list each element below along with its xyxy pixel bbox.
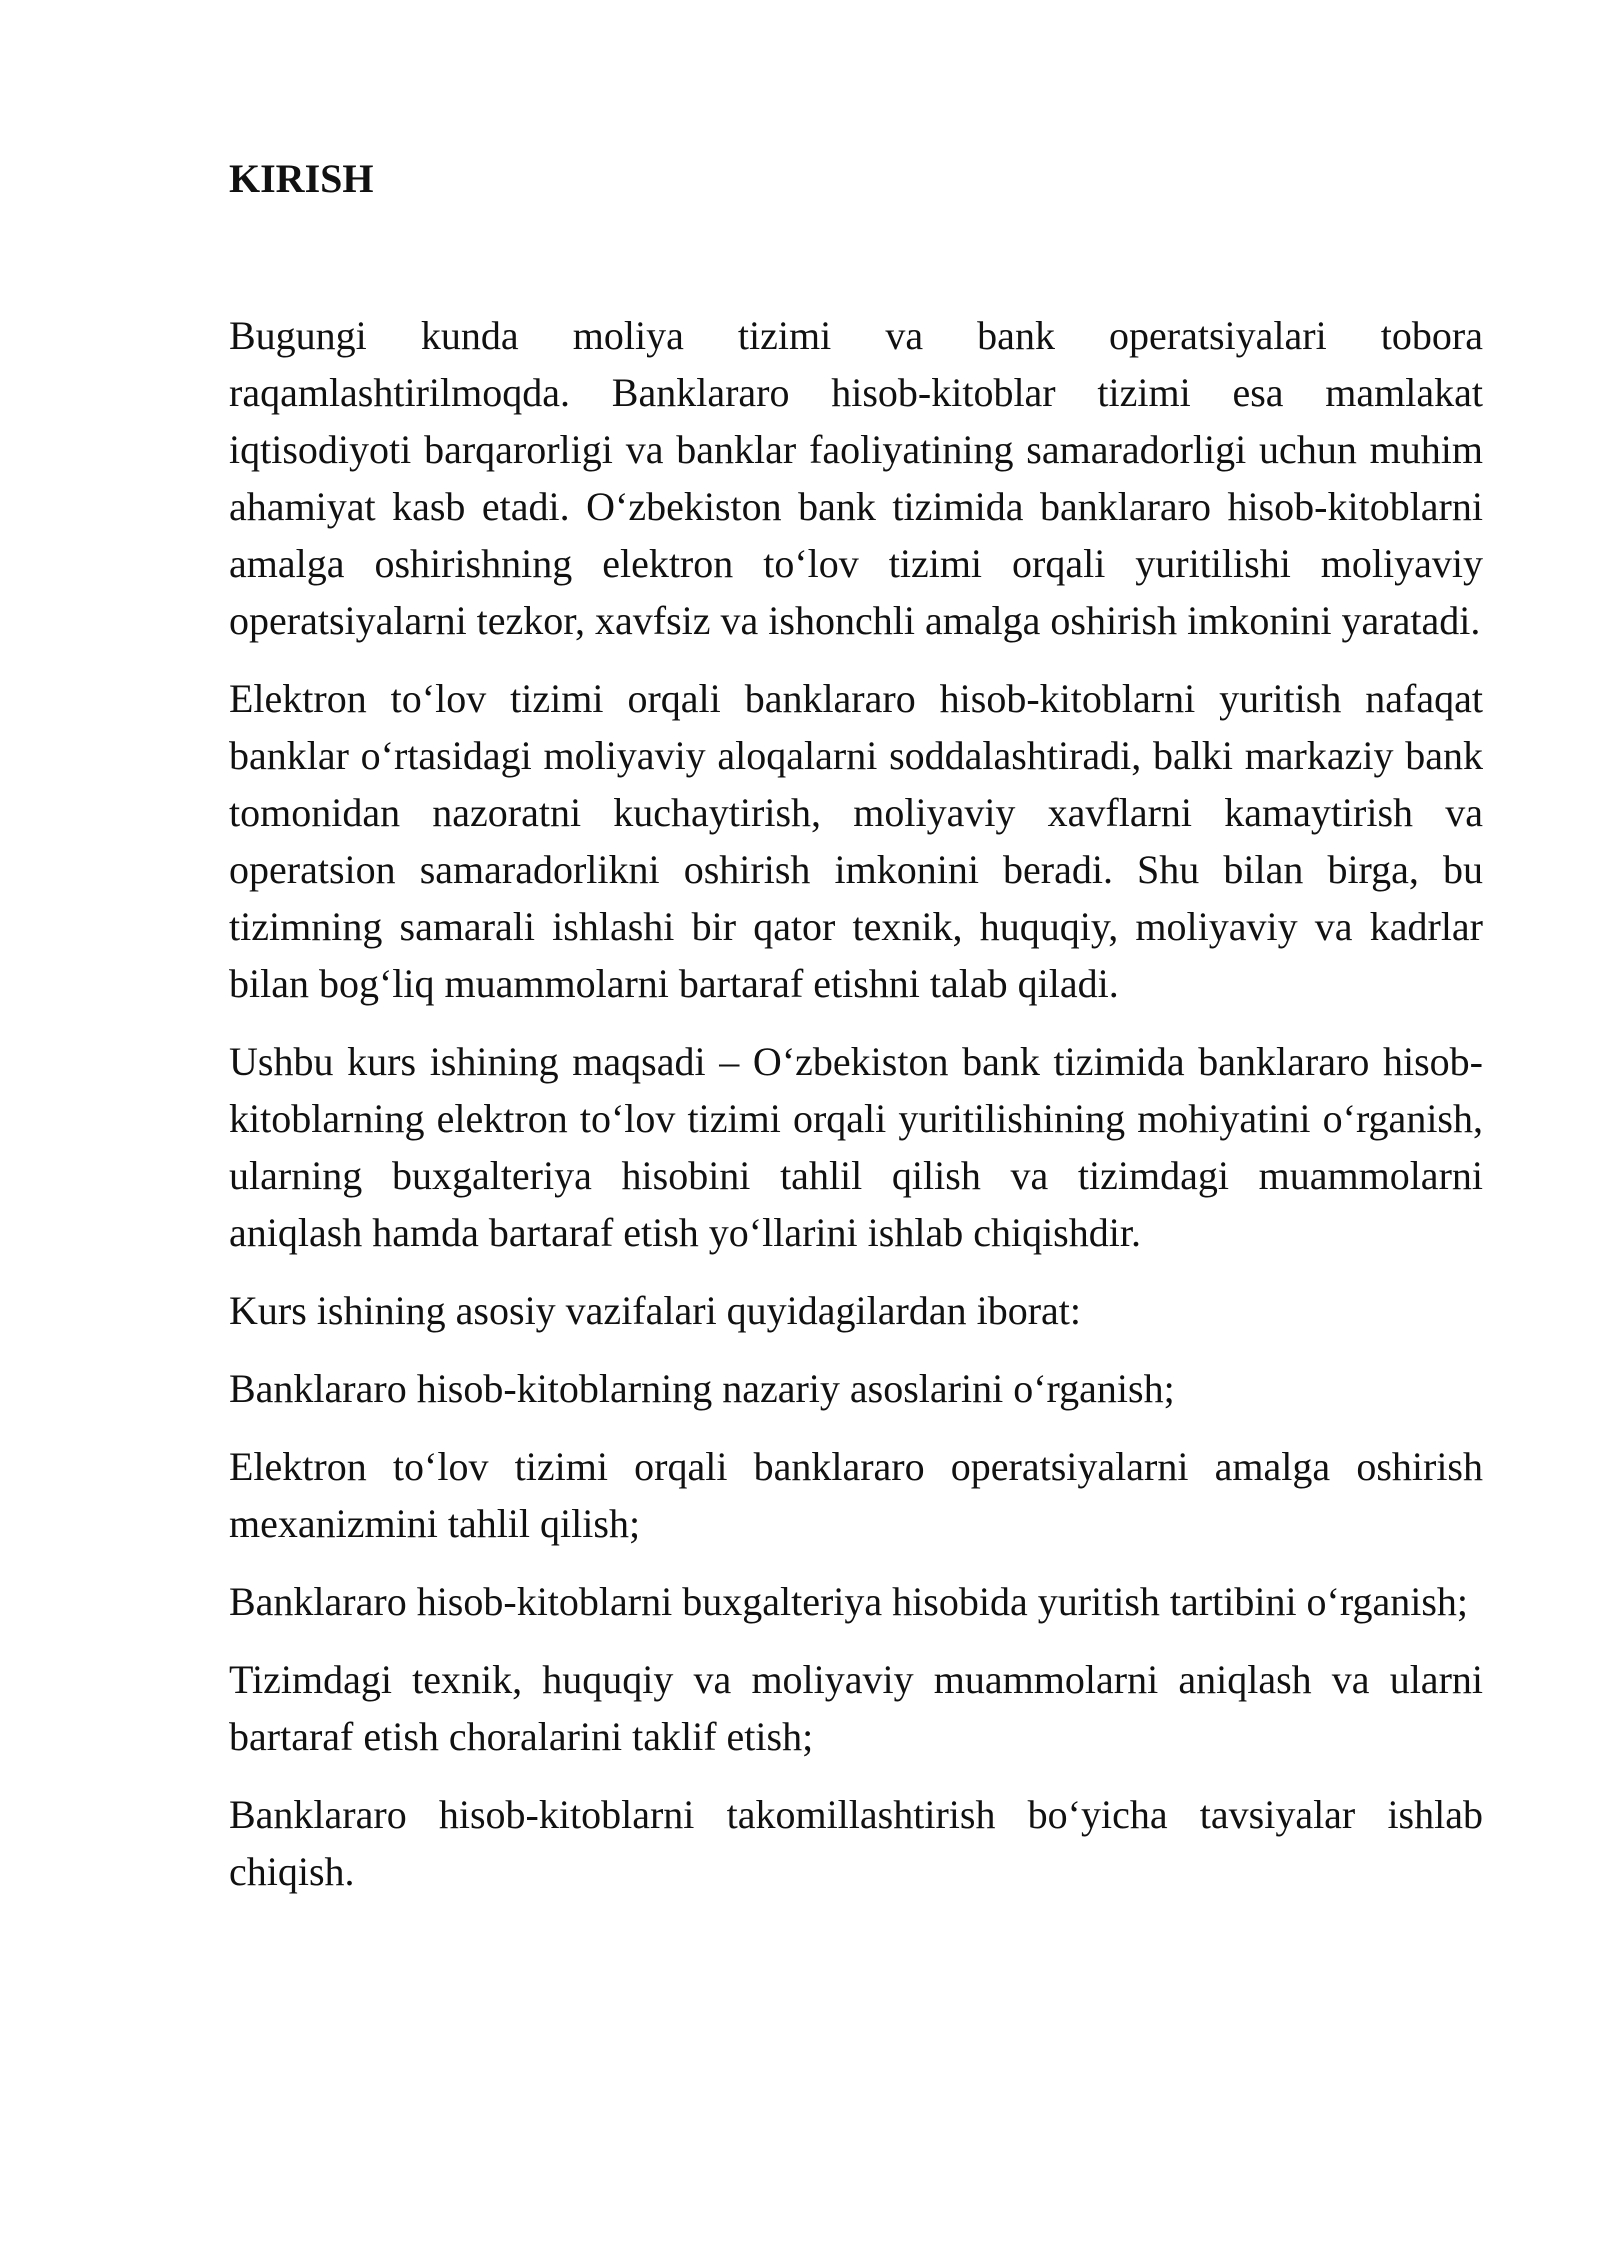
task-item: Banklararo hisob-kitoblarni takomillashtirish bo‘yicha tavsiyalar ishlab chiqish.: [229, 1792, 1483, 1894]
tasks-intro: Kurs ishining asosiy vazifalari quyidagilardan iborat:: [229, 1288, 1082, 1333]
document-page: [229, 150, 1483, 1921]
body-paragraph: Elektron to‘lov tizimi orqali banklararo hisob-kitoblarni yuritish nafaqat banklar o‘rtasidagi moliyaviy aloqalarni soddalashtiradi, balki markaziy bank tomonidan nazoratni kuchaytirish, moliyaviy xavflarni kamaytirish va operatsion samaradorlikni oshirish imkonini beradi. Shu bilan birga, bu tizimning samarali ishlashi bir qator texnik, huquqiy, moliyaviy va kadrlar bilan bog‘liq muammolarni bartaraf etishni talab qiladi.: [229, 676, 1483, 1006]
goal-paragraph: Ushbu kurs ishining maqsadi – O‘zbekiston bank tizimida banklararo hisob-kitoblarning elektron to‘lov tizimi orqali yuritilishining mohiyatini o‘rganish, ularning buxgalteriya hisobini tahlil qilish va tizimdagi muammolarni aniqlash hamda bartaraf etish yo‘llarini ishlab chiqishdir.: [229, 1039, 1483, 1255]
intro-paragraph: Bugungi kunda moliya tizimi va bank operatsiyalari tobora raqamlashtirilmoqda. Banklararo hisob-kitoblar tizimi esa mamlakat iqtisodiyoti barqarorligi va banklar faoliyatining samaradorligi uchun muhim ahamiyat kasb etadi. O‘zbekiston bank tizimida banklararo hisob-kitoblarni amalga oshirishning elektron to‘lov tizimi orqali yuritilishi moliyaviy operatsiyalarni tezkor, xavfsiz va ishonchli amalga oshirish imkonini yaratadi.: [229, 313, 1483, 643]
task-item: Elektron to‘lov tizimi orqali banklararo operatsiyalarni amalga oshirish mexanizmini tahlil qilish;: [229, 1444, 1483, 1546]
task-item: Tizimdagi texnik, huquqiy va moliyaviy muammolarni aniqlash va ularni bartaraf etish choralarini taklif etish;: [229, 1657, 1483, 1759]
task-item: Banklararo hisob-kitoblarni buxgalteriya hisobida yuritish tartibini o‘rganish;: [229, 1579, 1469, 1624]
task-item: Banklararo hisob-kitoblarning nazariy asoslarini o‘rganish;: [229, 1366, 1175, 1411]
section-heading: KIRISH: [229, 156, 374, 201]
